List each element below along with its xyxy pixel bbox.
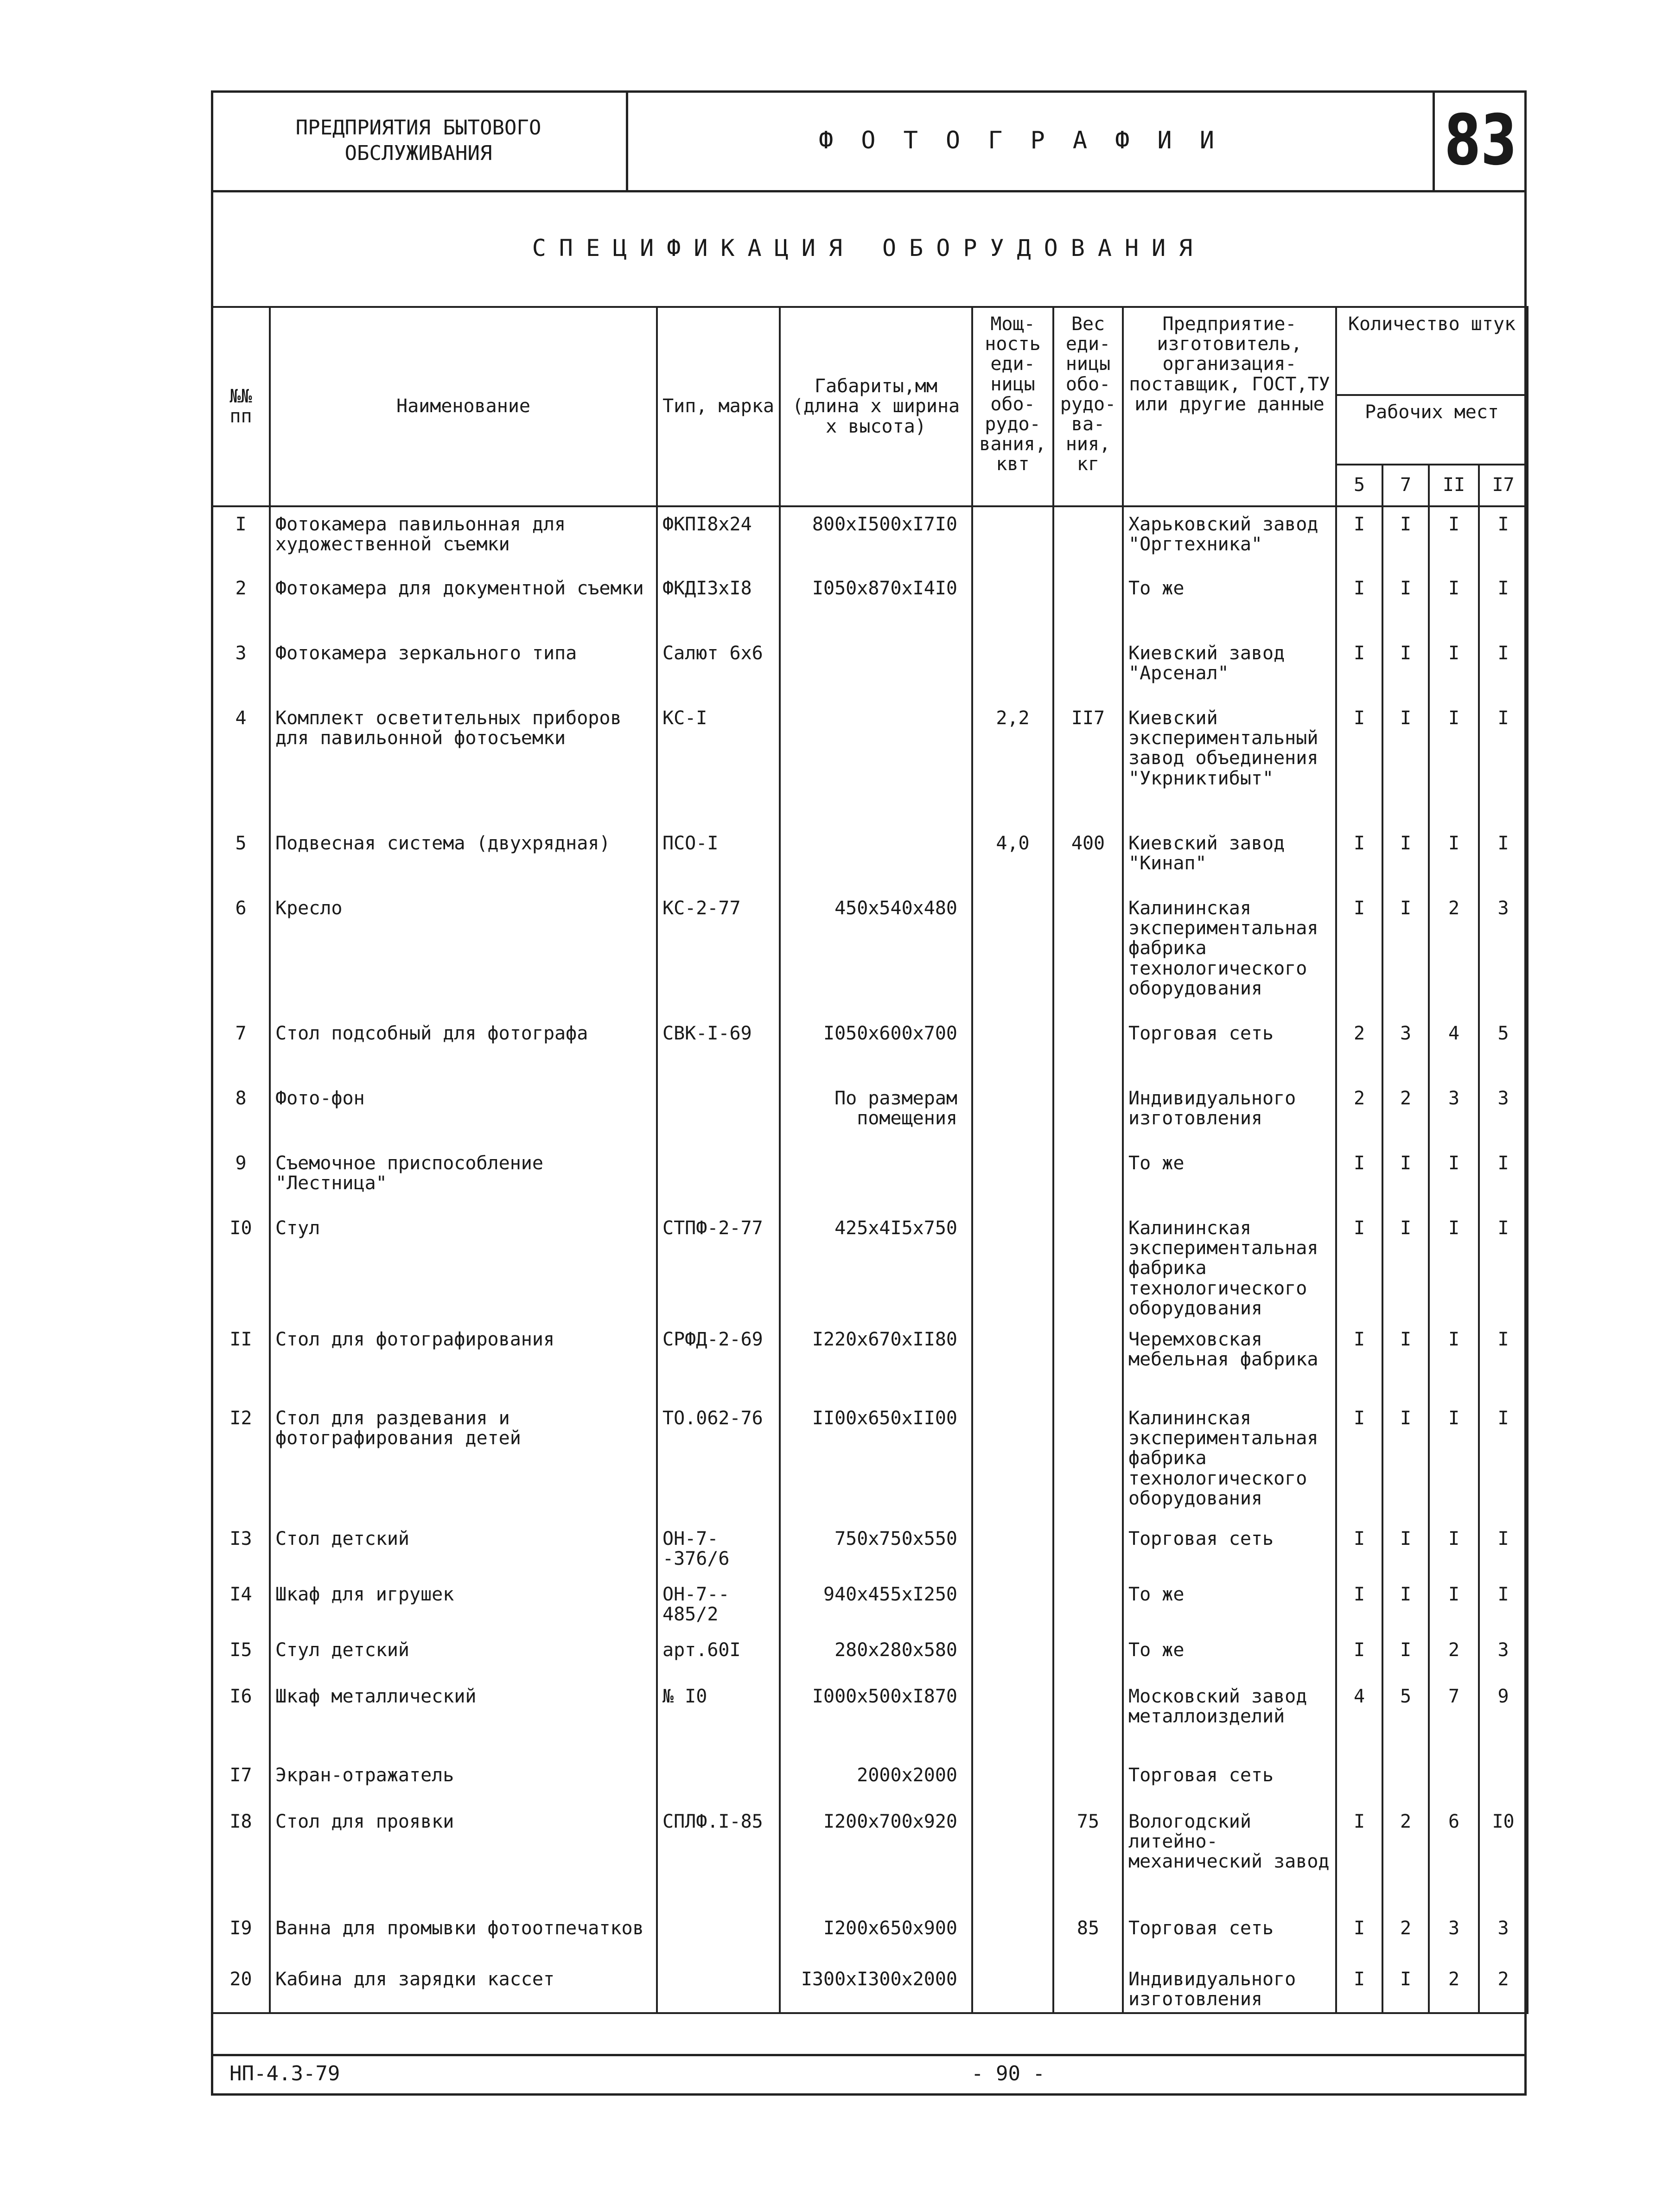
cell-type: ТО.062-76 bbox=[657, 1401, 780, 1522]
cell-q17: I bbox=[1479, 1401, 1528, 1522]
cell-q7: 2 bbox=[1382, 1081, 1429, 1146]
cell-q7: I bbox=[1382, 826, 1429, 891]
cell-dims: I220х670хII80 bbox=[780, 1322, 972, 1401]
cell-q5: I bbox=[1336, 1401, 1382, 1522]
cell-maker: То же bbox=[1123, 571, 1336, 636]
cell-type: ПСО-I bbox=[657, 826, 780, 891]
cell-n: 4 bbox=[212, 701, 270, 826]
cell-n: 20 bbox=[212, 1962, 270, 2013]
cell-q7: I bbox=[1382, 701, 1429, 826]
col-dims: Габариты,мм (длина х ширина х высота) bbox=[780, 307, 972, 506]
cell-n: I3 bbox=[212, 1522, 270, 1577]
cell-name: Фотокамера для документной съемки bbox=[270, 571, 657, 636]
cell-q11: 2 bbox=[1429, 1633, 1479, 1679]
cell-q17: I bbox=[1479, 1146, 1528, 1211]
table-row bbox=[212, 1211, 1528, 1322]
cell-q7: I bbox=[1382, 636, 1429, 701]
cell-dims: 2000х2000 bbox=[780, 1758, 972, 1804]
cell-q5: 4 bbox=[1336, 1679, 1382, 1758]
cell-type bbox=[657, 1081, 780, 1146]
cell-dims: По размерам помещения bbox=[780, 1081, 972, 1146]
cell-maker: То же bbox=[1123, 1577, 1336, 1633]
cell-name: Стул детский bbox=[270, 1633, 657, 1679]
cell-q11: I bbox=[1429, 701, 1479, 826]
cell-name: Ванна для промывки фотоотпечатков bbox=[270, 1911, 657, 1962]
cell-q17: I0 bbox=[1479, 1804, 1528, 1911]
table-row bbox=[212, 701, 1528, 826]
cell-maker: Калининская экспериментальная фабрика технологического оборудования bbox=[1123, 1211, 1336, 1322]
cell-dims bbox=[780, 826, 972, 891]
section-title: ФОТОГРАФИИ bbox=[628, 90, 1435, 190]
cell-q11: I bbox=[1429, 1211, 1479, 1322]
col-q7: 7 bbox=[1382, 465, 1429, 506]
cell-q5: I bbox=[1336, 1962, 1382, 2013]
cell-name: Фото-фон bbox=[270, 1081, 657, 1146]
cell-name: Кресло bbox=[270, 891, 657, 1016]
cell-type: КС-I bbox=[657, 701, 780, 826]
cell-weight bbox=[1053, 891, 1123, 1016]
cell-maker: Московский завод металлоизделий bbox=[1123, 1679, 1336, 1758]
cell-dims: 280х280х580 bbox=[780, 1633, 972, 1679]
cell-weight bbox=[1053, 1962, 1123, 2013]
cell-q11: 2 bbox=[1429, 891, 1479, 1016]
cell-maker: Индивидуального изготовления bbox=[1123, 1962, 1336, 2013]
cell-q17: I bbox=[1479, 1522, 1528, 1577]
page-number: 83 bbox=[1444, 100, 1517, 181]
cell-n: I0 bbox=[212, 1211, 270, 1322]
cell-q11: 3 bbox=[1429, 1911, 1479, 1962]
cell-q11: 2 bbox=[1429, 1962, 1479, 2013]
cell-maker: Торговая сеть bbox=[1123, 1522, 1336, 1577]
cell-maker: Киевский завод "Кинап" bbox=[1123, 826, 1336, 891]
cell-q5: I bbox=[1336, 506, 1382, 571]
col-maker: Предприятие-изготовитель, организация-поставщик, ГОСТ,ТУ или другие данные bbox=[1123, 307, 1336, 506]
cell-q17: I bbox=[1479, 571, 1528, 636]
table-row bbox=[212, 571, 1528, 636]
cell-name: Стол подсобный для фотографа bbox=[270, 1016, 657, 1081]
table-row bbox=[212, 1016, 1528, 1081]
cell-q11: 7 bbox=[1429, 1679, 1479, 1758]
cell-n: II bbox=[212, 1322, 270, 1401]
cell-n: 9 bbox=[212, 1146, 270, 1211]
cell-q17: 3 bbox=[1479, 1081, 1528, 1146]
cell-weight bbox=[1053, 1322, 1123, 1401]
cell-q5: I bbox=[1336, 1522, 1382, 1577]
table-row bbox=[212, 1401, 1528, 1522]
cell-power bbox=[972, 636, 1053, 701]
cell-q7: I bbox=[1382, 1577, 1429, 1633]
cell-weight bbox=[1053, 1081, 1123, 1146]
table-row bbox=[212, 1577, 1528, 1633]
cell-type: СТПФ-2-77 bbox=[657, 1211, 780, 1322]
col-num: №№ пп bbox=[212, 307, 270, 506]
cell-weight: 400 bbox=[1053, 826, 1123, 891]
cell-maker: Торговая сеть bbox=[1123, 1758, 1336, 1804]
cell-type: КС-2-77 bbox=[657, 891, 780, 1016]
footer bbox=[211, 2054, 1527, 2098]
table-row bbox=[212, 1322, 1528, 1401]
cell-name: Шкаф для игрушек bbox=[270, 1577, 657, 1633]
cell-dims: I050х600х700 bbox=[780, 1016, 972, 1081]
table-row bbox=[212, 1758, 1528, 1804]
cell-q5 bbox=[1336, 1758, 1382, 1804]
cell-weight bbox=[1053, 571, 1123, 636]
cell-q7: 5 bbox=[1382, 1679, 1429, 1758]
cell-dims: 425х4I5х750 bbox=[780, 1211, 972, 1322]
cell-weight bbox=[1053, 1633, 1123, 1679]
cell-power: 2,2 bbox=[972, 701, 1053, 826]
cell-n: 8 bbox=[212, 1081, 270, 1146]
cell-weight: 75 bbox=[1053, 1804, 1123, 1911]
col-power: Мощ-ность еди-ницы обо-рудо-вания, квт bbox=[972, 307, 1053, 506]
cell-q7: I bbox=[1382, 506, 1429, 571]
cell-name: Шкаф металлический bbox=[270, 1679, 657, 1758]
cell-q7: 3 bbox=[1382, 1016, 1429, 1081]
cell-power bbox=[972, 1016, 1053, 1081]
cell-q17: 9 bbox=[1479, 1679, 1528, 1758]
col-name: Наименование bbox=[270, 307, 657, 506]
cell-q7: I bbox=[1382, 1401, 1429, 1522]
equipment-table bbox=[211, 306, 1529, 2014]
footer-page-number: - 90 - bbox=[971, 2062, 1045, 2085]
cell-power bbox=[972, 1146, 1053, 1211]
cell-power bbox=[972, 1081, 1053, 1146]
cell-q5: I bbox=[1336, 1211, 1382, 1322]
cell-n: I6 bbox=[212, 1679, 270, 1758]
col-q11: II bbox=[1429, 465, 1479, 506]
cell-weight bbox=[1053, 1679, 1123, 1758]
cell-power bbox=[972, 1577, 1053, 1633]
cell-dims: 800хI500хI7I0 bbox=[780, 506, 972, 571]
cell-type bbox=[657, 1758, 780, 1804]
col-weight: Вес еди-ницы обо-рудо-ва-ния, кг bbox=[1053, 307, 1123, 506]
cell-power bbox=[972, 1804, 1053, 1911]
table-row bbox=[212, 636, 1528, 701]
table-row bbox=[212, 506, 1528, 571]
cell-q17: 3 bbox=[1479, 1911, 1528, 1962]
table-row bbox=[212, 1679, 1528, 1758]
cell-q17: I bbox=[1479, 1211, 1528, 1322]
cell-n: 6 bbox=[212, 891, 270, 1016]
table-row bbox=[212, 891, 1528, 1016]
cell-type: № I0 bbox=[657, 1679, 780, 1758]
cell-q7: I bbox=[1382, 1633, 1429, 1679]
cell-power bbox=[972, 1633, 1053, 1679]
col-q5: 5 bbox=[1336, 465, 1382, 506]
cell-name: Стол для раздевания и фотографирования детей bbox=[270, 1401, 657, 1522]
cell-q5: I bbox=[1336, 1911, 1382, 1962]
cell-type: ОН-7--376/6 bbox=[657, 1522, 780, 1577]
cell-q17: 3 bbox=[1479, 1633, 1528, 1679]
cell-power bbox=[972, 1758, 1053, 1804]
cell-maker: Киевский завод "Арсенал" bbox=[1123, 636, 1336, 701]
cell-q5: I bbox=[1336, 891, 1382, 1016]
cell-q11: I bbox=[1429, 1322, 1479, 1401]
cell-maker: Калининская экспериментальная фабрика технологического оборудования bbox=[1123, 891, 1336, 1016]
cell-maker: То же bbox=[1123, 1633, 1336, 1679]
cell-maker: Харьковский завод "Оргтехника" bbox=[1123, 506, 1336, 571]
cell-dims: II00х650хII00 bbox=[780, 1401, 972, 1522]
org-line-2: ОБСЛУЖИВАНИЯ bbox=[344, 141, 492, 165]
cell-type bbox=[657, 1911, 780, 1962]
cell-n: I4 bbox=[212, 1577, 270, 1633]
header bbox=[211, 90, 1527, 190]
cell-weight: II7 bbox=[1053, 701, 1123, 826]
cell-power: 4,0 bbox=[972, 826, 1053, 891]
cell-q11: I bbox=[1429, 636, 1479, 701]
cell-q17: I bbox=[1479, 826, 1528, 891]
cell-q5: 2 bbox=[1336, 1016, 1382, 1081]
cell-n: 2 bbox=[212, 571, 270, 636]
cell-type: Салют 6х6 bbox=[657, 636, 780, 701]
cell-power bbox=[972, 1679, 1053, 1758]
cell-dims: I300хI300х2000 bbox=[780, 1962, 972, 2013]
cell-q11: I bbox=[1429, 1401, 1479, 1522]
cell-weight bbox=[1053, 1016, 1123, 1081]
cell-q11: I bbox=[1429, 1577, 1479, 1633]
cell-n: I9 bbox=[212, 1911, 270, 1962]
table-row bbox=[212, 826, 1528, 891]
cell-q5: I bbox=[1336, 701, 1382, 826]
cell-type: СВК-I-69 bbox=[657, 1016, 780, 1081]
cell-q5: I bbox=[1336, 571, 1382, 636]
col-q17: I7 bbox=[1479, 465, 1528, 506]
table-row bbox=[212, 1146, 1528, 1211]
cell-weight: 85 bbox=[1053, 1911, 1123, 1962]
cell-n: 3 bbox=[212, 636, 270, 701]
cell-q17: 2 bbox=[1479, 1962, 1528, 2013]
col-quantity: Количество штук bbox=[1336, 307, 1528, 395]
cell-q7: I bbox=[1382, 1962, 1429, 2013]
cell-name: Стол для фотографирования bbox=[270, 1322, 657, 1401]
table-row bbox=[212, 1911, 1528, 1962]
cell-q5: I bbox=[1336, 1146, 1382, 1211]
cell-maker: Калининская экспериментальная фабрика технологического оборудования bbox=[1123, 1401, 1336, 1522]
cell-q17 bbox=[1479, 1758, 1528, 1804]
cell-maker: Торговая сеть bbox=[1123, 1016, 1336, 1081]
cell-weight bbox=[1053, 1211, 1123, 1322]
cell-n: I5 bbox=[212, 1633, 270, 1679]
cell-q5: I bbox=[1336, 1322, 1382, 1401]
cell-maker: Черемховская мебельная фабрика bbox=[1123, 1322, 1336, 1401]
cell-q17: 5 bbox=[1479, 1016, 1528, 1081]
cell-type: ФКДI3хI8 bbox=[657, 571, 780, 636]
cell-dims: 450х540х480 bbox=[780, 891, 972, 1016]
cell-name: Комплект осветительных приборов для павильонной фотосъемки bbox=[270, 701, 657, 826]
cell-dims: 940х455хI250 bbox=[780, 1577, 972, 1633]
cell-maker: Торговая сеть bbox=[1123, 1911, 1336, 1962]
cell-q11: 4 bbox=[1429, 1016, 1479, 1081]
cell-q11 bbox=[1429, 1758, 1479, 1804]
table-row bbox=[212, 1081, 1528, 1146]
cell-q11: 6 bbox=[1429, 1804, 1479, 1911]
cell-q11: I bbox=[1429, 1522, 1479, 1577]
cell-dims: I200х650х900 bbox=[780, 1911, 972, 1962]
cell-q17: I bbox=[1479, 506, 1528, 571]
cell-maker: Индивидуального изготовления bbox=[1123, 1081, 1336, 1146]
cell-power bbox=[972, 571, 1053, 636]
cell-name: Кабина для зарядки кассет bbox=[270, 1962, 657, 2013]
cell-type: арт.60I bbox=[657, 1633, 780, 1679]
cell-q5: I bbox=[1336, 1804, 1382, 1911]
col-type: Тип, марка bbox=[657, 307, 780, 506]
cell-q7: I bbox=[1382, 1146, 1429, 1211]
cell-q17: I bbox=[1479, 1322, 1528, 1401]
col-workplaces: Рабочих мест bbox=[1336, 395, 1528, 465]
cell-q7: I bbox=[1382, 571, 1429, 636]
cell-q11: I bbox=[1429, 1146, 1479, 1211]
cell-power bbox=[972, 506, 1053, 571]
cell-q5: 2 bbox=[1336, 1081, 1382, 1146]
cell-q5: I bbox=[1336, 826, 1382, 891]
cell-q11: 3 bbox=[1429, 1081, 1479, 1146]
cell-weight bbox=[1053, 1522, 1123, 1577]
cell-n: 7 bbox=[212, 1016, 270, 1081]
cell-weight bbox=[1053, 636, 1123, 701]
cell-name: Стол детский bbox=[270, 1522, 657, 1577]
cell-q7: I bbox=[1382, 1211, 1429, 1322]
cell-name: Стол для проявки bbox=[270, 1804, 657, 1911]
cell-power bbox=[972, 1322, 1053, 1401]
cell-name: Фотокамера павильонная для художественной съемки bbox=[270, 506, 657, 571]
cell-type bbox=[657, 1146, 780, 1211]
cell-maker: Киевский экспериментальный завод объединения "Укрниктибыт" bbox=[1123, 701, 1336, 826]
cell-q17: 3 bbox=[1479, 891, 1528, 1016]
cell-weight bbox=[1053, 1758, 1123, 1804]
cell-type: ОН-7-- 485/2 bbox=[657, 1577, 780, 1633]
cell-dims: 750х750х550 bbox=[780, 1522, 972, 1577]
document-code: НП-4.3-79 bbox=[229, 2062, 340, 2085]
cell-q17: I bbox=[1479, 636, 1528, 701]
cell-maker: То же bbox=[1123, 1146, 1336, 1211]
cell-weight bbox=[1053, 1401, 1123, 1522]
table-row bbox=[212, 1962, 1528, 2013]
cell-n: 5 bbox=[212, 826, 270, 891]
cell-q11: I bbox=[1429, 571, 1479, 636]
org-line-1: ПРЕДПРИЯТИЯ БЫТОВОГО bbox=[295, 115, 541, 140]
organization-label bbox=[211, 90, 628, 190]
cell-name: Экран-отражатель bbox=[270, 1758, 657, 1804]
cell-dims: I050х870хI4I0 bbox=[780, 571, 972, 636]
cell-n: I bbox=[212, 506, 270, 571]
cell-dims bbox=[780, 1146, 972, 1211]
cell-type: ФКПI8х24 bbox=[657, 506, 780, 571]
cell-n: I7 bbox=[212, 1758, 270, 1804]
cell-dims: I000х500хI870 bbox=[780, 1679, 972, 1758]
cell-power bbox=[972, 1401, 1053, 1522]
cell-q7: 2 bbox=[1382, 1911, 1429, 1962]
table-row bbox=[212, 1633, 1528, 1679]
cell-name: Стул bbox=[270, 1211, 657, 1322]
cell-weight bbox=[1053, 1146, 1123, 1211]
cell-q5: I bbox=[1336, 1577, 1382, 1633]
cell-name: Съемочное приспособление "Лестница" bbox=[270, 1146, 657, 1211]
table-row bbox=[212, 1522, 1528, 1577]
cell-q17: I bbox=[1479, 701, 1528, 826]
cell-dims: I200х700х920 bbox=[780, 1804, 972, 1911]
cell-weight bbox=[1053, 506, 1123, 571]
cell-power bbox=[972, 1211, 1053, 1322]
cell-dims bbox=[780, 701, 972, 826]
cell-q5: I bbox=[1336, 636, 1382, 701]
cell-q7: I bbox=[1382, 1522, 1429, 1577]
cell-power bbox=[972, 1962, 1053, 2013]
document-title: СПЕЦИФИКАЦИЯ ОБОРУДОВАНИЯ bbox=[532, 235, 1206, 261]
cell-power bbox=[972, 891, 1053, 1016]
cell-n: I2 bbox=[212, 1401, 270, 1522]
cell-dims bbox=[780, 636, 972, 701]
cell-q7: I bbox=[1382, 891, 1429, 1016]
cell-power bbox=[972, 1522, 1053, 1577]
cell-q11: I bbox=[1429, 506, 1479, 571]
cell-type: СПЛФ.I-85 bbox=[657, 1804, 780, 1911]
cell-type: СРФД-2-69 bbox=[657, 1322, 780, 1401]
cell-name: Фотокамера зеркального типа bbox=[270, 636, 657, 701]
cell-n: I8 bbox=[212, 1804, 270, 1911]
cell-maker: Вологодский литейно-механический завод bbox=[1123, 1804, 1336, 1911]
cell-q7: 2 bbox=[1382, 1804, 1429, 1911]
cell-weight bbox=[1053, 1577, 1123, 1633]
cell-q11: I bbox=[1429, 826, 1479, 891]
cell-power bbox=[972, 1911, 1053, 1962]
cell-q7 bbox=[1382, 1758, 1429, 1804]
cell-q7: I bbox=[1382, 1322, 1429, 1401]
cell-q5: I bbox=[1336, 1633, 1382, 1679]
table-row bbox=[212, 1804, 1528, 1911]
cell-name: Подвесная система (двухрядная) bbox=[270, 826, 657, 891]
cell-type bbox=[657, 1962, 780, 2013]
cell-q17: I bbox=[1479, 1577, 1528, 1633]
